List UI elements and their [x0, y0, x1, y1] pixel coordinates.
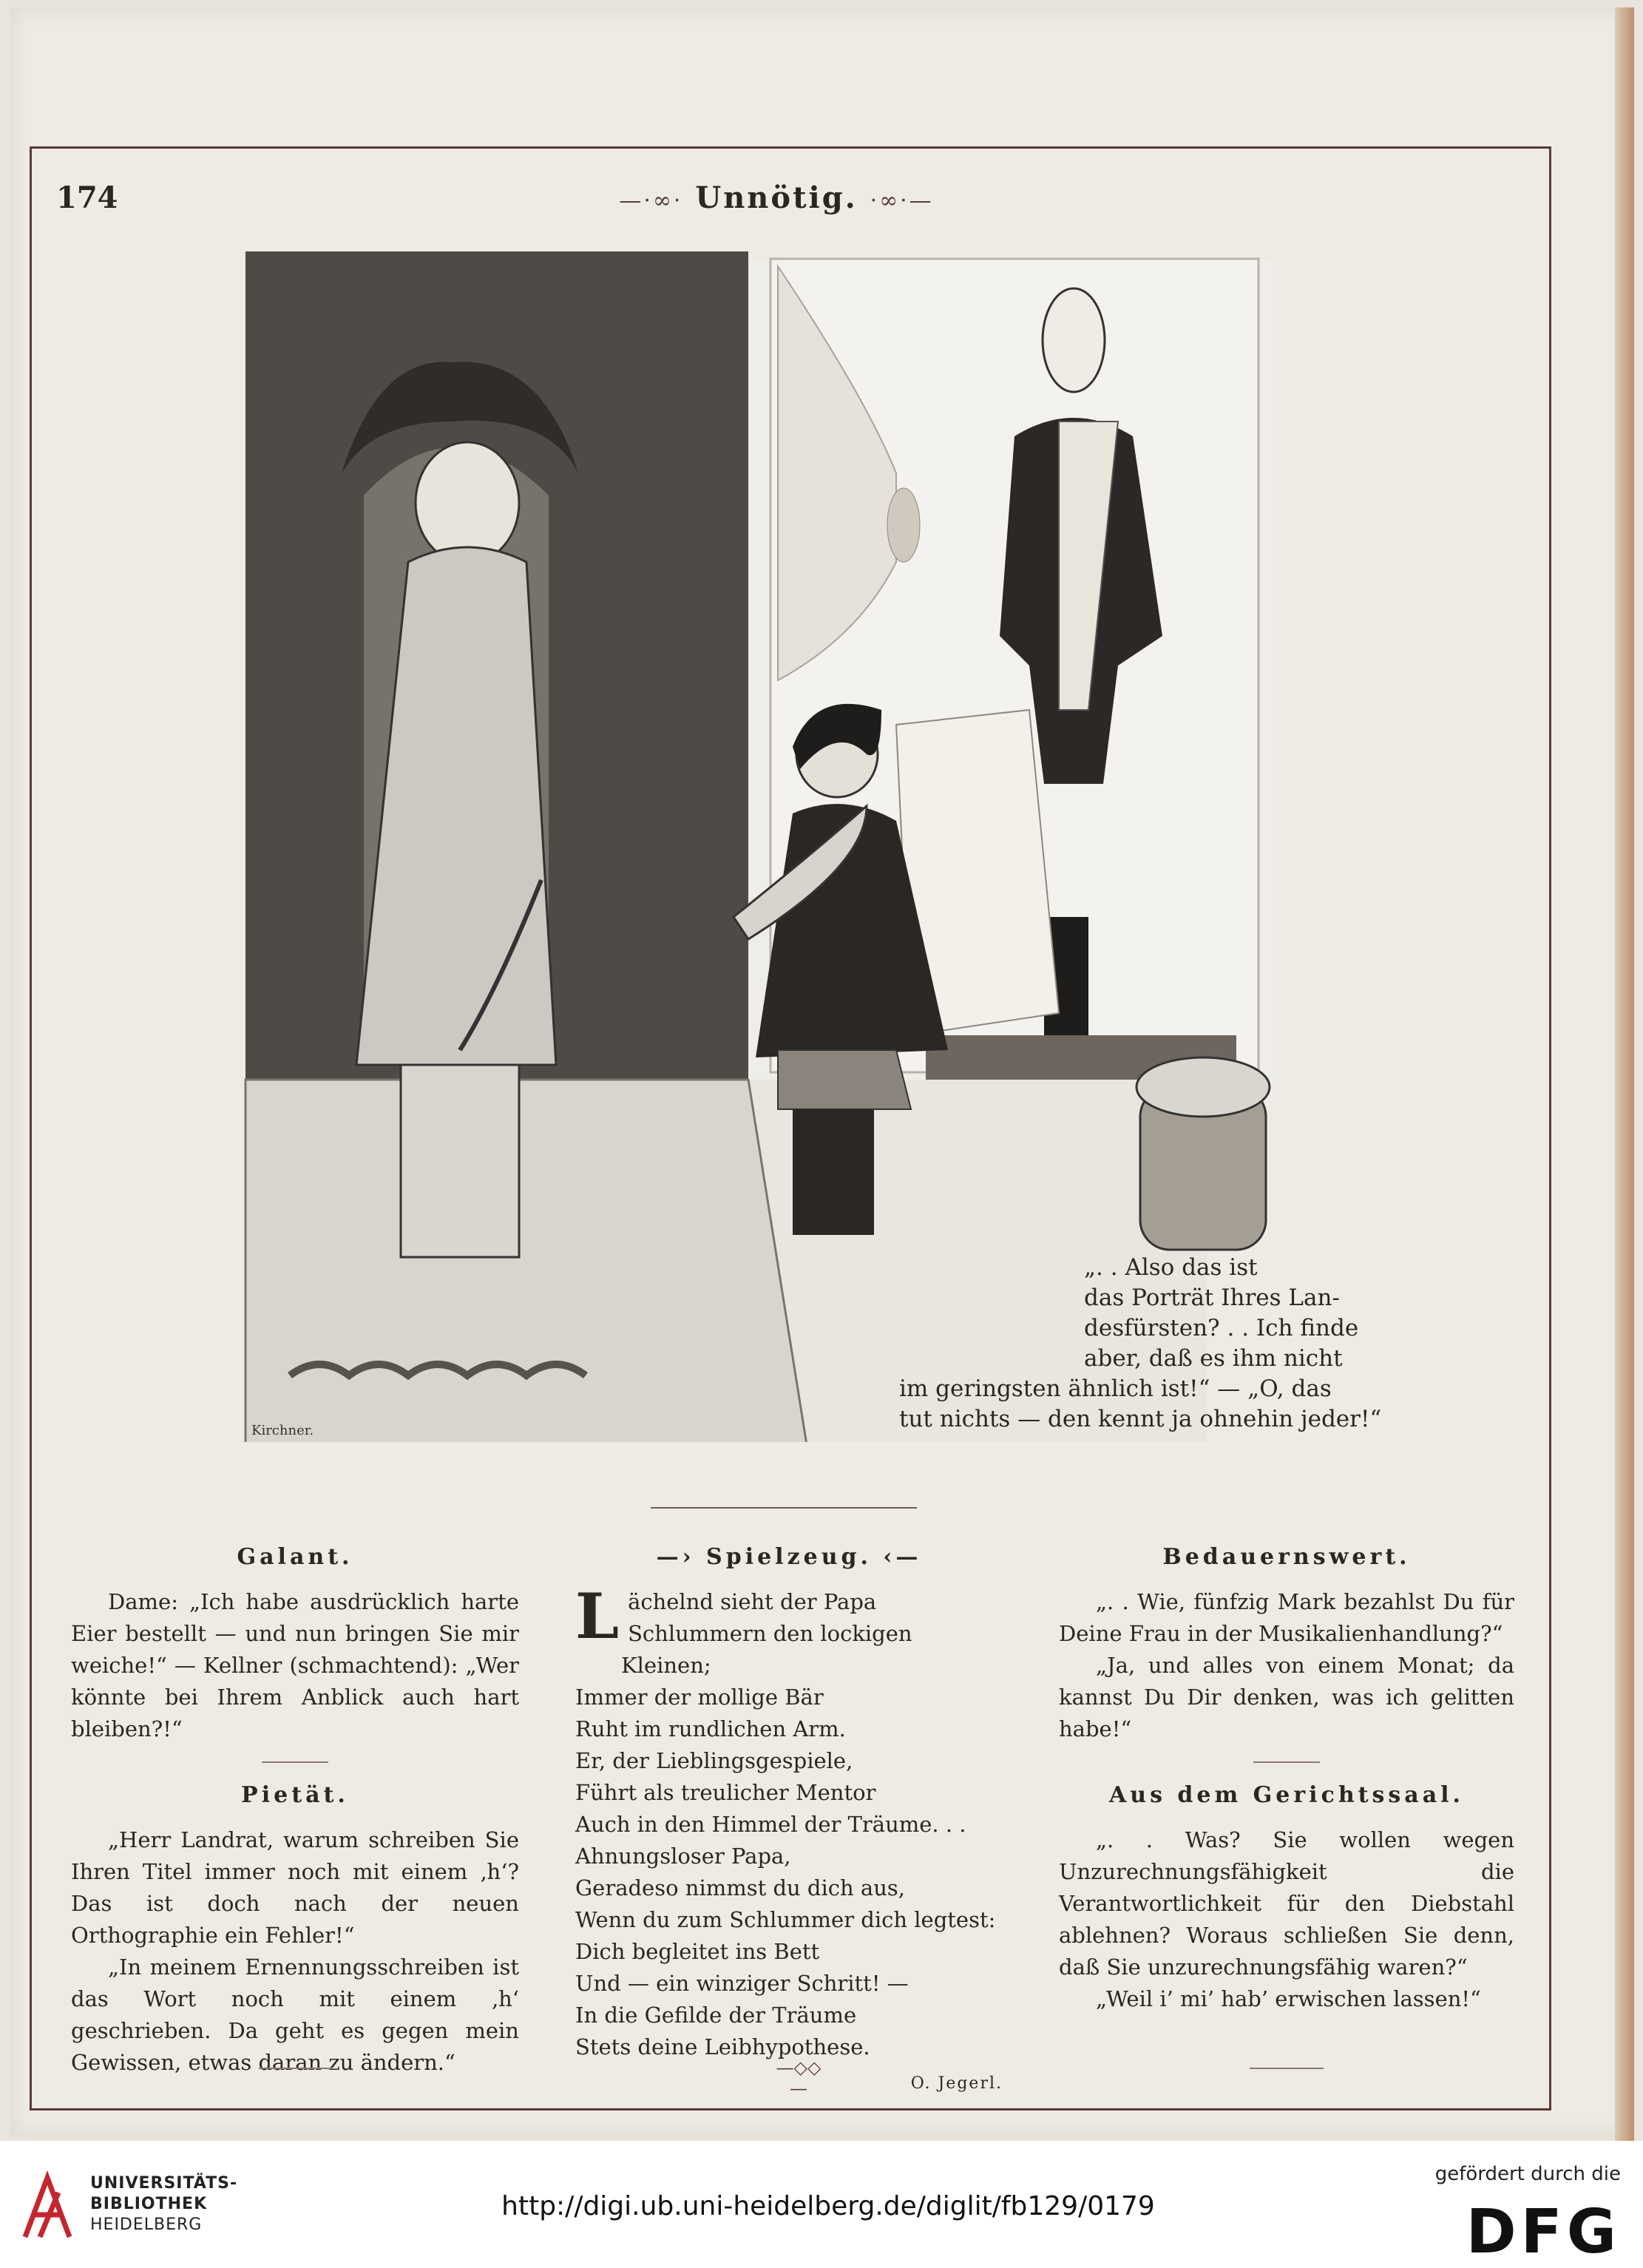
bottom-rule-right	[1250, 2068, 1324, 2069]
page-edge	[1615, 7, 1634, 2148]
bottom-rule-left	[259, 2068, 333, 2069]
poem-line: Und — ein winziger Schritt! —	[575, 1971, 909, 1996]
stool-top	[1136, 1057, 1270, 1117]
section-title-bedauernswert: Bedauernswert.	[1162, 1544, 1411, 1570]
library-logo-icon	[18, 2170, 78, 2244]
painter-breeches	[778, 1050, 911, 1109]
poem-title-ornament-right: ‹—	[883, 1544, 922, 1570]
short-rule	[262, 1761, 328, 1763]
column-middle	[575, 1541, 1003, 2099]
article-text: „Weil i’ mi’ hab’ erwischen lassen!“	[1096, 1986, 1481, 2011]
bottom-ornament: —◇◇—	[776, 2057, 822, 2099]
article-text: „Ja, und alles von einem Monat; da kannst Du Dir denken, was ich gelitten habe!“	[1059, 1653, 1514, 1741]
section-title-galant: Galant.	[237, 1544, 353, 1570]
poem-line: Führt als treulicher Mentor	[575, 1780, 876, 1805]
poem-line: Wenn du zum Schlummer dich legtest:	[575, 1907, 996, 1932]
permalink-url[interactable]: http://digi.ub.uni-heidelberg.de/diglit/fb129/0179	[501, 2191, 1155, 2221]
article-text: „Herr Landrat, warum schreiben Sie Ihren Titel immer noch mit einem ‚h‘? Das ist doch nach der neuen Orthographie ein Fehler!“	[71, 1827, 519, 1948]
poem-first-line: ächelnd sieht der Papa	[628, 1589, 877, 1614]
visitor-legs	[401, 1065, 519, 1257]
article-text: Dame: „Ich habe ausdrücklich harte Eier bestellt — und nun bringen Sie mir weiche!“ — Kellner (schmachtend): „Wer könnte bei Ihrem Anblick auch hart bleiben?!“	[71, 1589, 519, 1741]
poem-title-text: Spielzeug.	[706, 1544, 872, 1570]
caption-line: desfürsten? . . Ich finde	[1084, 1315, 1359, 1341]
library-name-line: HEIDELBERG	[90, 2215, 203, 2234]
section-title-gerichtssaal: Aus dem Gerichtssaal.	[1108, 1782, 1464, 1808]
artist-signature: Kirchner.	[251, 1423, 314, 1438]
curtain-tassel	[887, 488, 920, 562]
article-text: „In meinem Ernennungsschreiben ist das Wort noch mit einem ‚h‘ geschrieben. Da geht es gegen mein Gewissen, etwas daran zu ändern.“	[71, 1954, 519, 2075]
poem-line: Stets deine Leibhypothese.	[575, 2034, 870, 2059]
caption-line: „. . Also das ist	[1084, 1254, 1258, 1281]
library-name-line: BIBLIOTHEK	[90, 2195, 208, 2213]
drop-cap: L	[575, 1580, 620, 1653]
article-text: „. . Was? Sie wollen wegen Unzurechnungsfähigkeit die Verantwortlichkeit für den Diebstahl ablehnen? Woraus schließen Sie denn, daß Sie unzurechnungsfähig waren?“	[1059, 1827, 1514, 1980]
poem-line: Auch in den Himmel der Träume. . .	[575, 1812, 966, 1837]
title-ornament-right: ·∞·—	[870, 188, 934, 214]
short-rule	[1253, 1761, 1320, 1763]
poem-line: Ahnungsloser Papa,	[575, 1844, 791, 1869]
poem-line: Dich begleitet ins Bett	[575, 1939, 820, 1964]
caption-line: im geringsten ähnlich ist!“ — „O, das	[899, 1375, 1332, 1402]
portrait-head	[1043, 288, 1105, 392]
caption-line: aber, daß es ihm nicht	[1084, 1345, 1343, 1372]
poem-line: Ruht im rundlichen Arm.	[575, 1716, 846, 1741]
caption-line: das Porträt Ihres Lan-	[1084, 1284, 1340, 1311]
poem-title	[575, 1541, 1003, 1573]
caption-line: tut nichts — den kennt ja ohnehin jeder!“	[899, 1406, 1382, 1432]
poem-line: Er, der Lieblingsgespiele,	[575, 1748, 853, 1773]
dfg-logo: DFG	[1466, 2197, 1621, 2267]
visitor-head	[416, 442, 519, 563]
viewer-footer	[0, 2141, 1643, 2268]
running-title	[606, 180, 946, 215]
section-divider	[651, 1507, 917, 1509]
article-text: „. . Wie, fünfzig Mark bezahlst Du für Deine Frau in der Musikalienhandlung?“	[1059, 1589, 1514, 1646]
library-name-line: UNIVERSITÄTS-	[90, 2174, 238, 2193]
poem-line: Geradeso nimmst du dich aus,	[575, 1875, 905, 1900]
painter-stockings	[793, 1109, 874, 1235]
title-ornament-left: —·∞·	[619, 188, 683, 214]
column-right	[1059, 1541, 1514, 2015]
running-title-text: Unnötig.	[695, 180, 858, 215]
library-name	[90, 2173, 237, 2235]
poem-line: Schlummern den lockigen Kleinen;	[621, 1621, 912, 1678]
column-left	[71, 1541, 519, 2079]
section-title-pietaet: Pietät.	[241, 1782, 349, 1808]
poem-line: Immer der mollige Bär	[575, 1685, 824, 1710]
poem-title-ornament-left: —›	[656, 1544, 695, 1570]
funded-by-text: gefördert durch die	[1434, 2163, 1621, 2185]
poem-line: In die Gefilde der Träume	[575, 2003, 857, 2028]
cartoon-caption	[899, 1253, 1439, 1435]
rug	[245, 1080, 807, 1442]
poem-author: O. Jegerl.	[910, 2074, 1003, 2093]
page-number: 174	[56, 180, 118, 215]
